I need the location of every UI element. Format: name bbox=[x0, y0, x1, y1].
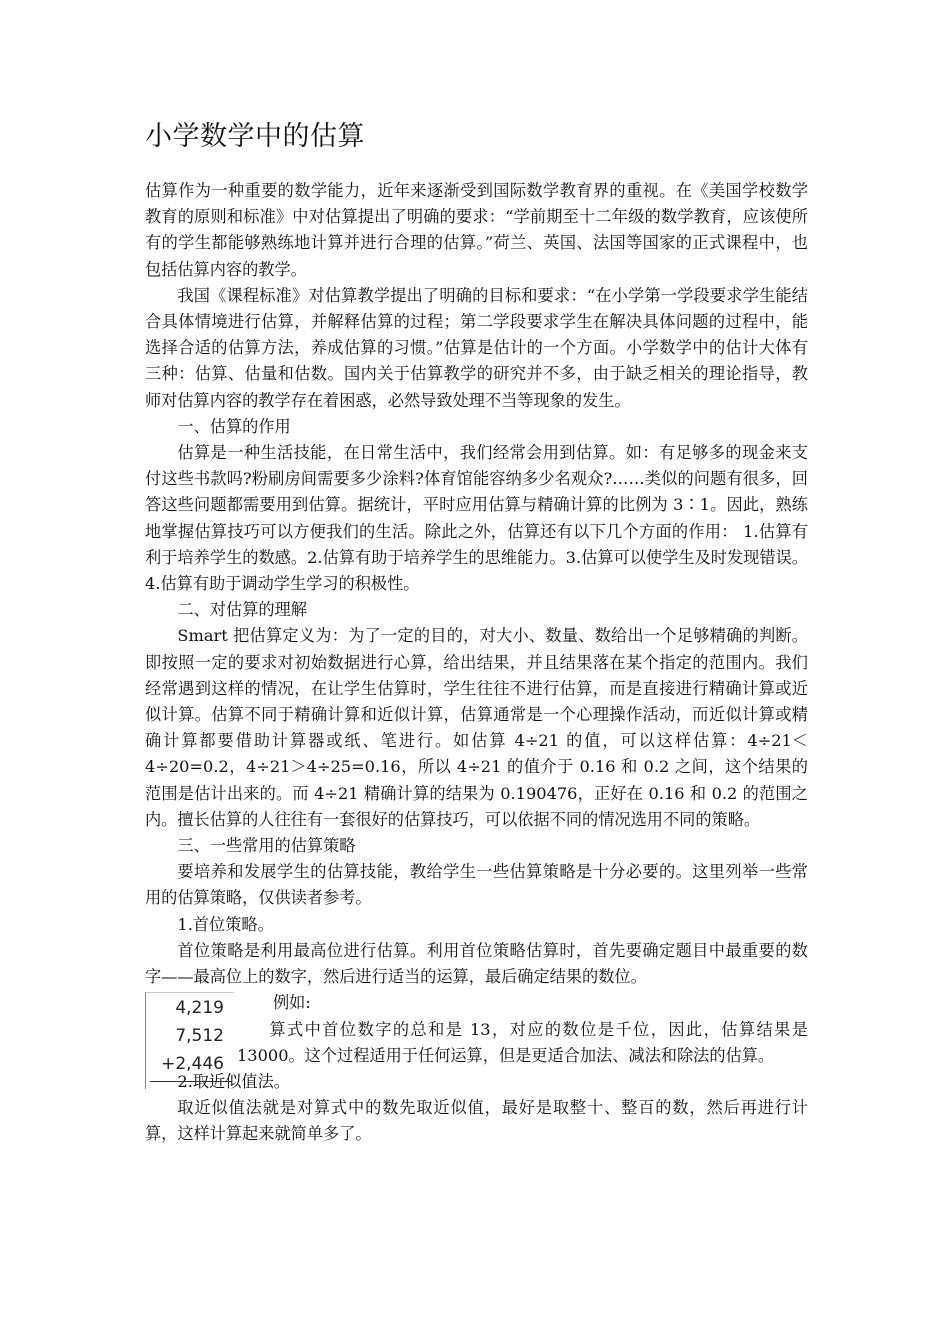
paragraph-intro: 估算作为一种重要的数学能力，近年来逐渐受到国际数学教育界的重视。在《美国学校数学教育的原则和标准》中对估算提出了明确的要求：“学前期至十二年级的数学教育，应该使所有的学生都能够熟练地计算并进行合理的估算。”荷兰、英国、法国等国家的正式课程中，也包括估算内容的教学。 bbox=[145, 181, 808, 279]
section-heading-understanding: 二、对估算的理解 bbox=[177, 600, 307, 620]
subheading-approximation: 2.取近似值法。 bbox=[177, 1071, 290, 1091]
paragraph-understanding: Smart 把估算定义为：为了一定的目的，对大小、数量、数给出一个足够精确的判断。即按照一定的要求对初始数据进行心算，给出结果，并且结果落在某个指定的范围内。我们经常遇到这样的情况，在让学生估算时，学生往往不进行估算，而是直接进行精确计算或近似计算。估算不同于精确计算和近似计算，估算通常是一个心理操作活动，而近似计算或精确计算都要借助计算器或纸、笔进行。如估算 4÷21 的值，可以这样估算：4÷21＜4÷20=0.2，4÷21＞4÷25=0.16，所以 4÷21 的值介于 0.16 和 0.2 之间，这个结果的范围是估计出来的。而 4÷21 精确计算的结果为 0.190476，正好在 0.16 和 0.2 的范围之内。擅长估算的人往往有一套很好的估算技巧，可以依据不同的情况选用不同的策略。 bbox=[145, 626, 808, 829]
addend-3: +2,446 bbox=[161, 1054, 224, 1075]
paragraph-example: 算式中首位数字的总和是 13，对应的数位是千位，因此，估算结果是 13000。这个过程适用于任何运算，但是更适合加法、减法和除法的估算。 bbox=[237, 1019, 808, 1065]
paragraph-curriculum: 我国《课程标准》对估算教学提出了明确的目标和要求：“在小学第一学段要求学生能结合具体情境进行估算，并解释估算的过程；第二学段要求学生在解决具体问题的过程中，能选择合适的估算方法，养成估算的习惯。”估算是估计的一个方面。小学数学中的估计大体有三种：估算、估量和估数。国内关于估算教学的研究并不多，由于缺乏相关的理论指导，教师对估算内容的教学存在着困惑，必然导致处理不当等现象的发生。 bbox=[145, 285, 808, 410]
paragraph-role: 估算是一种生活技能，在日常生活中，我们经常会用到估算。如：有足够多的现金来支付这些书款吗?粉刷房间需要多少涂料?体育馆能容纳多少名观众?……类似的问题有很多，回答这些问题都需要用到估算。据统计，平时应用估算与精确计算的比例为 3∶1。因此，熟练地掌握估算技巧可以方便我们的生活。除此之外，估算还有以下几个方面的作用： 1.估算有利于培养学生的数感。2.估算有助于培养学生的思维能力。3.估算可以使学生及时发现错误。4.估算有助于调动学生学习的积极性。 bbox=[145, 443, 808, 594]
example-block bbox=[145, 990, 808, 1075]
section-heading-strategies: 三、一些常用的估算策略 bbox=[177, 836, 356, 856]
example-label: 例如: bbox=[273, 993, 311, 1013]
addition-figure bbox=[145, 992, 234, 1089]
sum-line bbox=[150, 1081, 232, 1082]
subheading-first-digit: 1.首位策略。 bbox=[177, 914, 274, 934]
addend-1: 4,219 bbox=[175, 998, 224, 1019]
page-title: 小学数学中的估算 bbox=[145, 121, 365, 152]
paragraph-strategies: 要培养和发展学生的估算技能，教给学生一些估算策略是十分必要的。这里列举一些常用的估算策略，仅供读者参考。 bbox=[145, 862, 808, 908]
addend-2: 7,512 bbox=[175, 1026, 224, 1047]
paragraph-first-digit: 首位策略是利用最高位进行估算。利用首位策略估算时，首先要确定题目中最重要的数字——最高位上的数字，然后进行适当的运算，最后确定结果的数位。 bbox=[145, 940, 808, 987]
section-heading-role: 一、估算的作用 bbox=[177, 416, 291, 436]
example-text bbox=[237, 990, 808, 1069]
paragraph-approximation: 取近似值法就是对算式中的数先取近似值，最好是取整十、整百的数，然后再进行计算，这样计算起来就简单多了。 bbox=[145, 1098, 808, 1144]
article-body bbox=[145, 178, 808, 1148]
